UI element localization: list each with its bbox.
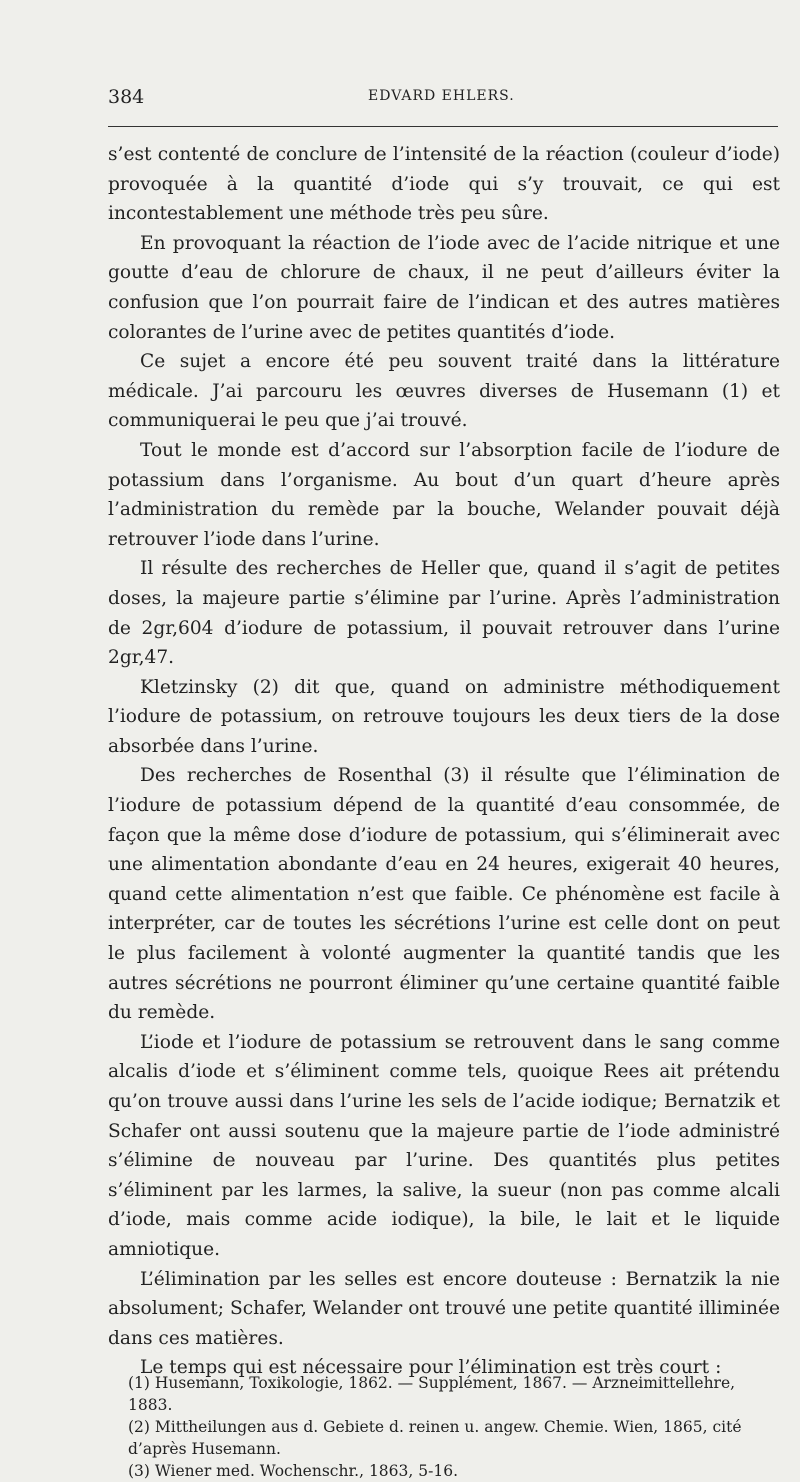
paragraph: Tout le monde est d’accord sur l’absorption facile de l’iodure de potassium dans l’organisme. Au bout d’un quart d’heure après l’administration du remède par la bouche, Welander pouvait déjà retrouver l’iode dans l’urine.	[108, 439, 780, 550]
paragraph: Ce sujet a encore été peu souvent traité dans la littérature médicale. J’ai parcouru les œuvres diverses de Husemann (1) et communiquerai le peu que j’ai trouvé.	[108, 351, 780, 432]
page-number: 384	[108, 86, 145, 108]
paragraph: L’élimination par les selles est encore douteuse : Bernatzik la nie absolument; Schafer, Welander ont trouvé une petite quantité illiminée dans ces matières.	[108, 1268, 780, 1349]
paragraph: s’est contenté de conclure de l’intensité de la réaction (couleur d’iode) provoquée à la quantité d’iode qui s’y trouvait, ce qui est incontestablement une méthode très peu sûre.	[108, 144, 780, 225]
footnote: (3) Wiener med. Wochenschr., 1863, 5-16.	[128, 1462, 458, 1480]
paragraph: L’iode et l’iodure de potassium se retrouvent dans le sang comme alcalis d’iode et s’éliminent comme tels, quoique Rees ait prétendu qu’on trouve aussi dans l’urine les sels de l’acide iodique; Bernatzik et Schafer ont aussi soutenu que la majeure partie de l’iode administré s’élimine de nouveau par l’urine. Des quantités plus petites s’éliminent par les larmes, la salive, la sueur (non pas comme alcali d’iode, mais comme acide iodique), la bile, le lait et le liquide amniotique.	[108, 1031, 780, 1260]
footnotes	[108, 1372, 780, 1482]
header-rule	[108, 126, 778, 127]
paragraph: En provoquant la réaction de l’iode avec de l’acide nitrique et une goutte d’eau de chlorure de chaux, il ne peut d’ailleurs éviter la confusion que l’on pourrait faire de l’indican et des autres matières colorantes de l’urine avec de petites quantités d’iode.	[108, 232, 780, 343]
footnote: (2) Mittheilungen aus d. Gebiete d. reinen u. angew. Chemie. Wien, 1865, cité d’après Husemann.	[128, 1418, 742, 1458]
paragraph: Kletzinsky (2) dit que, quand on administre méthodiquement l’iodure de potassium, on retrouve toujours les deux tiers de la dose absorbée dans l’urine.	[108, 676, 780, 757]
paragraph: Le temps qui est nécessaire pour l’élimination est très court :	[140, 1357, 722, 1379]
footnote: (1) Husemann, Toxikologie, 1862. — Supplément, 1867. — Arzneimittellehre, 1883.	[128, 1374, 736, 1414]
body-text	[108, 140, 780, 1383]
page-header	[108, 86, 780, 114]
paragraph: Des recherches de Rosenthal (3) il résulte que l’élimination de l’iodure de potassium dépend de la quantité d’eau consommée, de façon que la même dose d’iodure de potassium, qui s’éliminerait avec une alimentation abondante d’eau en 24 heures, exigerait 40 heures, quand cette alimentation n’est que faible. Ce phénomène est facile à interpréter, car de toutes les sécrétions l’urine est celle dont on peut le plus facilement à volonté augmenter la quantité tandis que les autres sécrétions ne pourront éliminer qu’une certaine quantité faible du remède.	[108, 765, 780, 1024]
running-head: EDVARD EHLERS.	[368, 88, 515, 104]
paragraph: Il résulte des recherches de Heller que, quand il s’agit de petites doses, la majeure partie s’élimine par l’urine. Après l’administration de 2gr,604 d’iodure de potassium, il pouvait retrouver dans l’urine 2gr,47.	[108, 558, 780, 669]
